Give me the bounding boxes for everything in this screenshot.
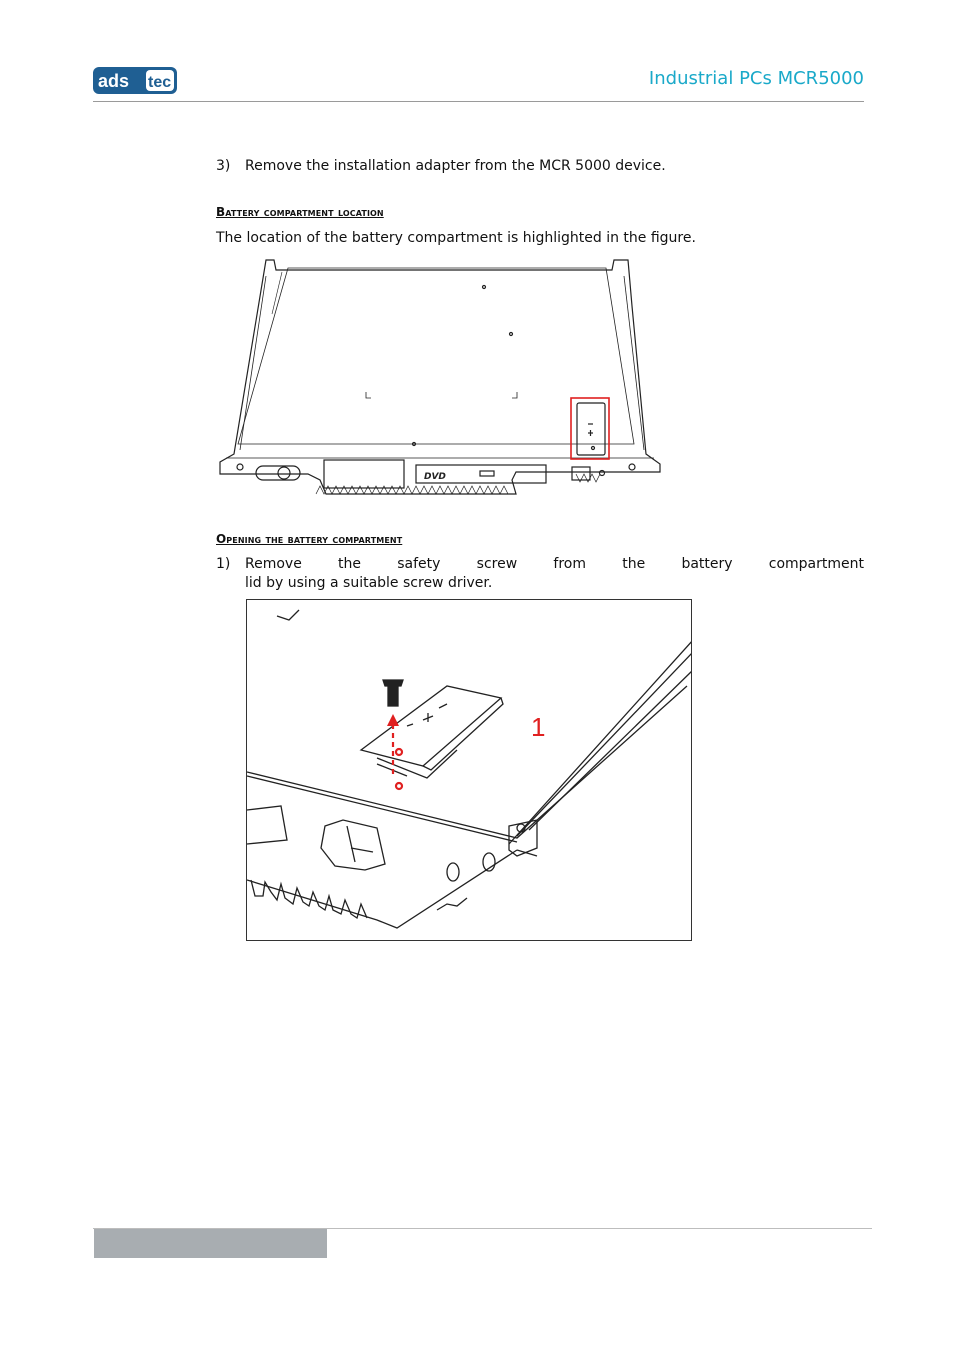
step-number: 3) — [216, 158, 231, 174]
logo-text-ads: ads — [98, 71, 130, 91]
logo-text-tec: tec — [148, 74, 172, 91]
battery-lid-screw-figure — [246, 599, 692, 941]
step-text-line2: lid by using a suitable screw driver. — [245, 575, 493, 591]
device-bottom-view-figure — [216, 254, 662, 498]
step-text-line1: Remove the safety screw from the battery compartment — [245, 556, 864, 572]
section-heading-battery-location: Battery compartment location — [216, 205, 384, 219]
dvd-label: DVD — [424, 472, 446, 482]
step-number: 1) — [216, 556, 231, 572]
header-title: Industrial PCs MCR5000 — [648, 68, 864, 89]
step-text: Remove the installation adapter from the MCR 5000 device. — [245, 158, 666, 174]
header-divider — [93, 101, 864, 102]
section-paragraph: The location of the battery compartment is highlighted in the figure. — [216, 230, 696, 246]
section-heading-opening-battery: Opening the battery compartment — [216, 532, 403, 546]
ads-tec-logo — [93, 67, 177, 94]
footer-bar — [94, 1229, 327, 1258]
callout-number: 1 — [531, 712, 546, 742]
